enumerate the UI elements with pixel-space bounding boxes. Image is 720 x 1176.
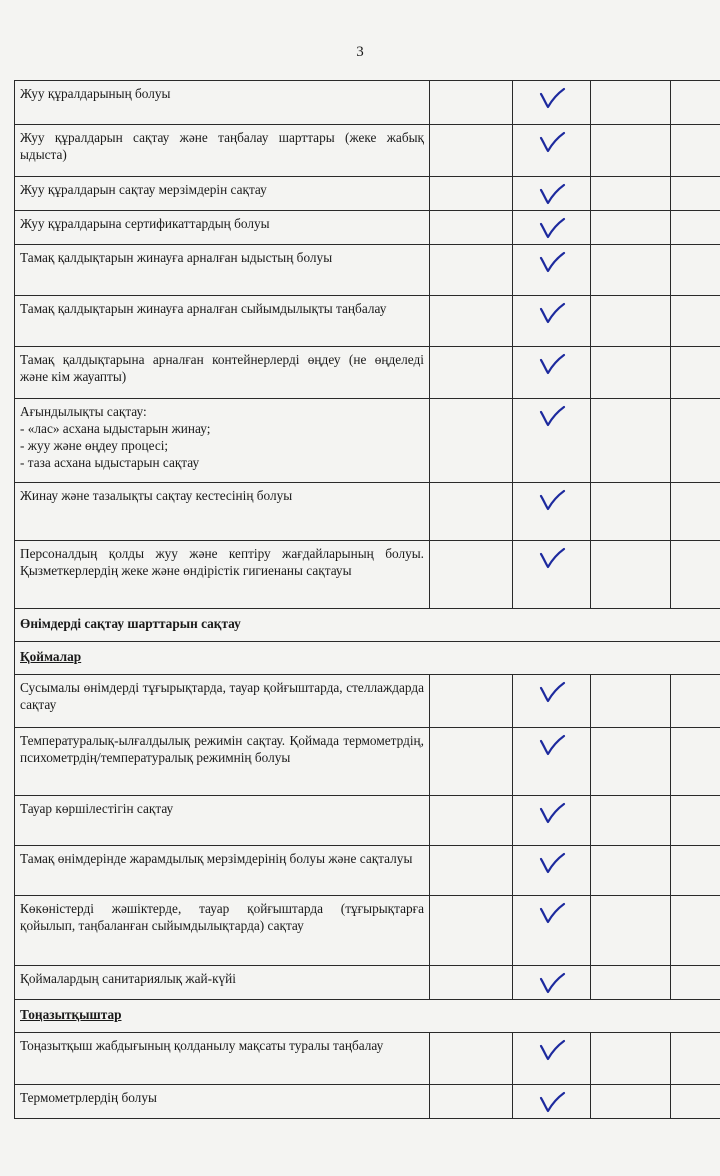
criterion-text — [15, 399, 430, 483]
criterion-text: Жинау және тазалықты сақтау кестесінің болуы — [15, 483, 430, 541]
compliance-no-cell — [591, 177, 671, 211]
compliance-yes-cell — [513, 483, 591, 541]
compliance-no-cell — [591, 728, 671, 796]
blank-cell — [430, 896, 513, 966]
blank-cell — [430, 399, 513, 483]
compliance-yes-cell — [513, 81, 591, 125]
checkmark-icon — [537, 487, 567, 513]
checklist-row — [15, 728, 720, 796]
section-header-row — [15, 609, 720, 642]
checkmark-icon — [537, 300, 567, 326]
checkmark-icon — [537, 85, 567, 111]
notes-cell — [671, 125, 720, 177]
compliance-no-cell — [591, 896, 671, 966]
notes-cell — [671, 796, 720, 846]
checkmark-icon — [537, 900, 567, 926]
subsection-header-row — [15, 642, 720, 675]
checklist-row — [15, 245, 720, 296]
compliance-no-cell — [591, 211, 671, 245]
page-number: 3 — [356, 44, 364, 60]
criterion-line: - жуу және өңдеу процесі; — [20, 438, 169, 453]
blank-cell — [430, 245, 513, 296]
compliance-yes-cell — [513, 1033, 591, 1085]
compliance-yes-cell — [513, 728, 591, 796]
criterion-text: Тамақ өнімдерінде жарамдылық мерзімдерінің болуы және сақталуы — [15, 846, 430, 896]
checkmark-icon — [537, 215, 567, 241]
notes-cell — [671, 245, 720, 296]
criterion-text: Тамақ қалдықтарын жинауға арналған сыйымдылықты таңбалау — [15, 296, 430, 347]
criterion-text: Сусымалы өнімдерді тұғырықтарда, тауар қойғыштарда, стеллаждарда сақтау — [15, 675, 430, 728]
criterion-text: Көкөністерді жәшіктерде, тауар қойғыштарда (тұғырықтарға қойылып, таңбаланған сыйымдылықтарда) сақтау — [15, 896, 430, 966]
checklist-row — [15, 296, 720, 347]
compliance-no-cell — [591, 541, 671, 609]
compliance-yes-cell — [513, 296, 591, 347]
compliance-yes-cell — [513, 125, 591, 177]
checkmark-icon — [537, 800, 567, 826]
compliance-no-cell — [591, 245, 671, 296]
blank-cell — [430, 541, 513, 609]
compliance-no-cell — [591, 483, 671, 541]
checklist-row — [15, 796, 720, 846]
checklist-row — [15, 81, 720, 125]
compliance-yes-cell — [513, 675, 591, 728]
criterion-line: - «лас» асхана ыдыстарын жинау; — [20, 421, 211, 436]
notes-cell — [671, 211, 720, 245]
criterion-text: Жуу құралдарының болуы — [15, 81, 430, 125]
subsection-title: Тоңазытқыштар — [15, 1000, 720, 1033]
blank-cell — [430, 483, 513, 541]
checklist-row — [15, 347, 720, 399]
criterion-text: Тамақ қалдықтарына арналған контейнерлерді өңдеу (не өңделеді және кім жауапты) — [15, 347, 430, 399]
compliance-yes-cell — [513, 846, 591, 896]
blank-cell — [430, 347, 513, 399]
checklist-row — [15, 1085, 720, 1119]
checkmark-icon — [537, 850, 567, 876]
notes-cell — [671, 1033, 720, 1085]
checkmark-icon — [537, 679, 567, 705]
checkmark-icon — [537, 970, 567, 996]
blank-cell — [430, 728, 513, 796]
checkmark-icon — [537, 249, 567, 275]
compliance-no-cell — [591, 966, 671, 1000]
notes-cell — [671, 675, 720, 728]
criterion-text: Тауар көршілестігін сақтау — [15, 796, 430, 846]
compliance-no-cell — [591, 675, 671, 728]
checklist-row — [15, 399, 720, 483]
blank-cell — [430, 966, 513, 1000]
blank-cell — [430, 675, 513, 728]
compliance-yes-cell — [513, 1085, 591, 1119]
compliance-no-cell — [591, 1033, 671, 1085]
blank-cell — [430, 125, 513, 177]
blank-cell — [430, 1033, 513, 1085]
notes-cell — [671, 846, 720, 896]
checklist-row — [15, 896, 720, 966]
checklist-row — [15, 541, 720, 609]
criterion-text: Қоймалардың санитариялық жай-күйі — [15, 966, 430, 1000]
notes-cell — [671, 1085, 720, 1119]
notes-cell — [671, 966, 720, 1000]
criterion-line: - таза асхана ыдыстарын сақтау — [20, 455, 200, 470]
blank-cell — [430, 177, 513, 211]
compliance-yes-cell — [513, 966, 591, 1000]
criterion-text: Жуу құралдарын сақтау мерзімдерін сақтау — [15, 177, 430, 211]
blank-cell — [430, 846, 513, 896]
criterion-text: Тоңазытқыш жабдығының қолданылу мақсаты туралы таңбалау — [15, 1033, 430, 1085]
notes-cell — [671, 541, 720, 609]
compliance-no-cell — [591, 81, 671, 125]
notes-cell — [671, 399, 720, 483]
checkmark-icon — [537, 732, 567, 758]
compliance-yes-cell — [513, 541, 591, 609]
criterion-text: Термометрлердің болуы — [15, 1085, 430, 1119]
blank-cell — [430, 796, 513, 846]
checklist-row — [15, 125, 720, 177]
checklist-row — [15, 846, 720, 896]
criterion-text: Тамақ қалдықтарын жинауға арналған ыдыстың болуы — [15, 245, 430, 296]
compliance-no-cell — [591, 296, 671, 347]
blank-cell — [430, 296, 513, 347]
compliance-yes-cell — [513, 347, 591, 399]
criterion-text: Жуу құралдарын сақтау және таңбалау шарттары (жеке жабық ыдыста) — [15, 125, 430, 177]
checkmark-icon — [537, 403, 567, 429]
compliance-no-cell — [591, 125, 671, 177]
section-title: Өнімдерді сақтау шарттарын сақтау — [15, 609, 720, 642]
blank-cell — [430, 81, 513, 125]
compliance-no-cell — [591, 1085, 671, 1119]
notes-cell — [671, 896, 720, 966]
notes-cell — [671, 81, 720, 125]
checklist-row — [15, 483, 720, 541]
checklist-row — [15, 675, 720, 728]
checkmark-icon — [537, 181, 567, 207]
checkmark-icon — [537, 545, 567, 571]
criterion-text: Жуу құралдарына сертификаттардың болуы — [15, 211, 430, 245]
notes-cell — [671, 177, 720, 211]
notes-cell — [671, 728, 720, 796]
notes-cell — [671, 483, 720, 541]
blank-cell — [430, 1085, 513, 1119]
checklist-row — [15, 966, 720, 1000]
compliance-no-cell — [591, 347, 671, 399]
compliance-yes-cell — [513, 177, 591, 211]
compliance-yes-cell — [513, 211, 591, 245]
notes-cell — [671, 347, 720, 399]
checkmark-icon — [537, 351, 567, 377]
notes-cell — [671, 296, 720, 347]
compliance-no-cell — [591, 399, 671, 483]
checklist-row — [15, 177, 720, 211]
checklist-row — [15, 1033, 720, 1085]
criterion-text: Персоналдың қолды жуу және кептіру жағдайларының болуы. Қызметкерлердің жеке және өндірістік гигиенаны сақтауы — [15, 541, 430, 609]
compliance-no-cell — [591, 796, 671, 846]
checkmark-icon — [537, 129, 567, 155]
sanitary-checklist-table — [14, 80, 720, 1119]
compliance-yes-cell — [513, 896, 591, 966]
checklist-row — [15, 211, 720, 245]
blank-cell — [430, 211, 513, 245]
compliance-no-cell — [591, 846, 671, 896]
subsection-title: Қоймалар — [15, 642, 720, 675]
compliance-yes-cell — [513, 245, 591, 296]
criterion-line: Ағындылықты сақтау: — [20, 404, 147, 419]
subsection-header-row — [15, 1000, 720, 1033]
compliance-yes-cell — [513, 796, 591, 846]
criterion-text: Температуралық-ылғалдылық режимін сақтау. Қоймада термометрдің, психометрдің/температуралық режимнің болуы — [15, 728, 430, 796]
checkmark-icon — [537, 1089, 567, 1115]
compliance-yes-cell — [513, 399, 591, 483]
checkmark-icon — [537, 1037, 567, 1063]
